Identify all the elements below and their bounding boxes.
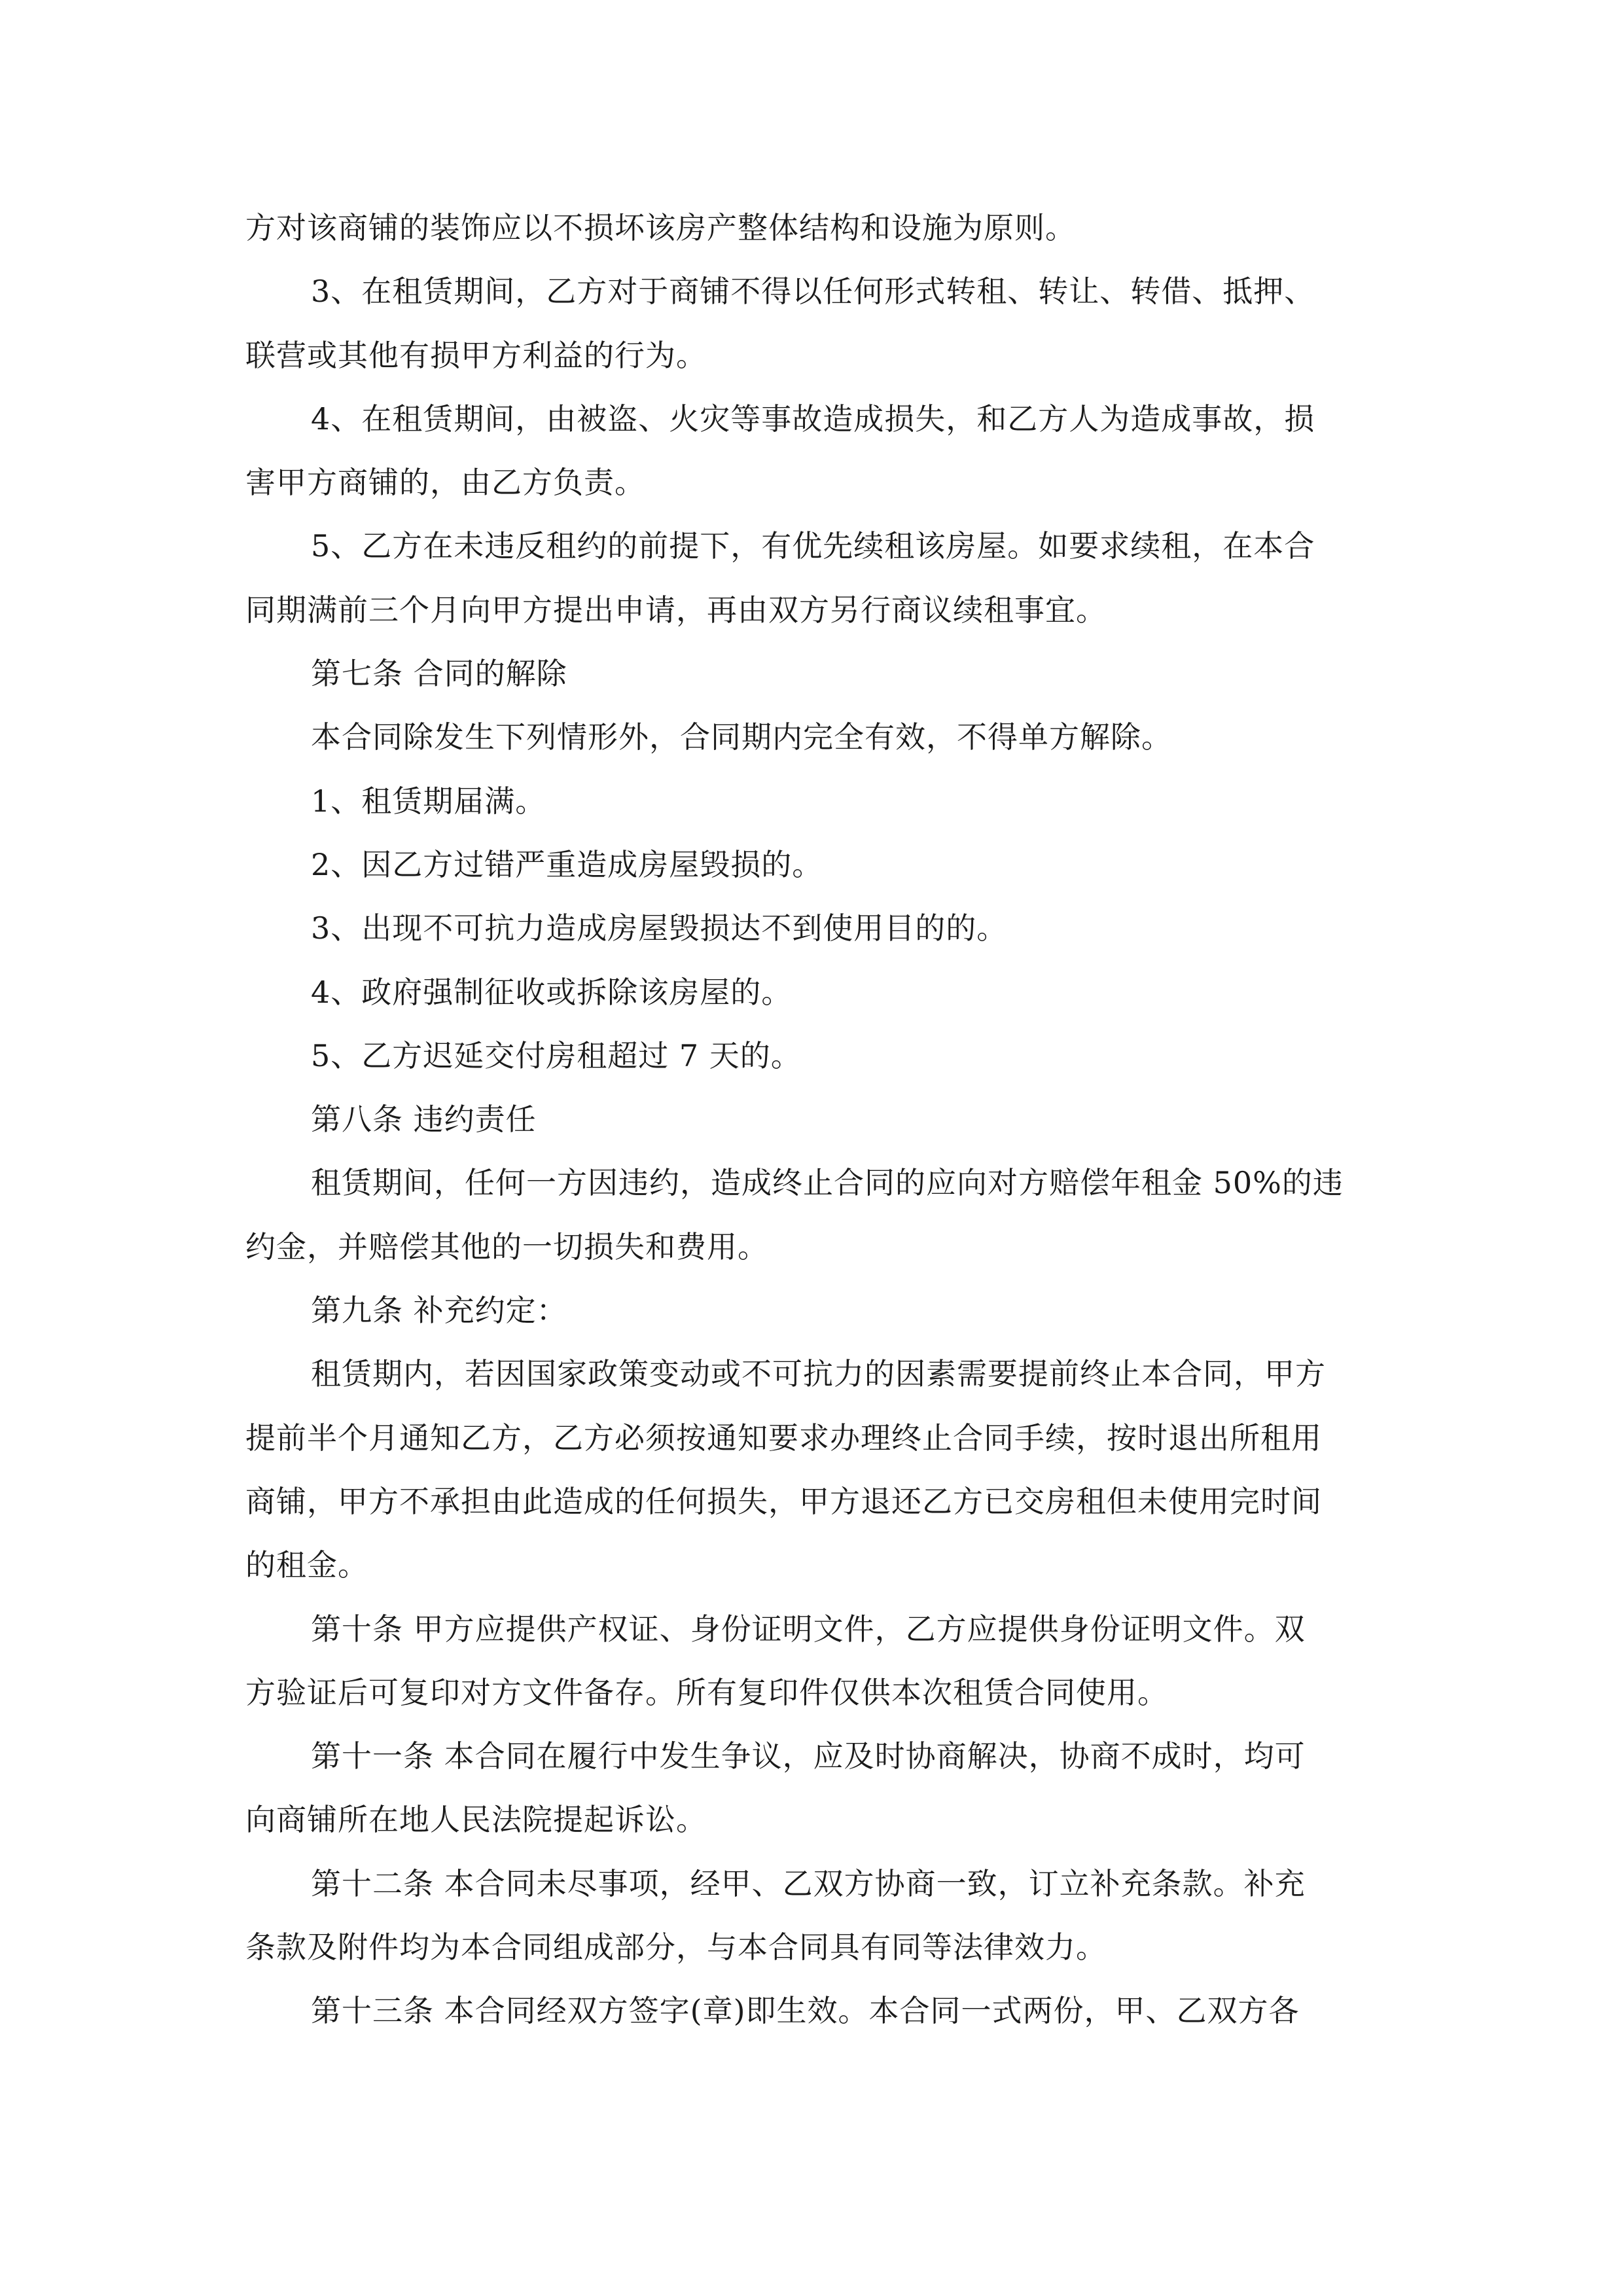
list-item: 4、政府强制征收或拆除该房屋的。 <box>311 974 793 1010</box>
paragraph-line: 4、在租赁期间，由被盗、火灾等事故造成损失，和乙方人为造成事故，损 <box>311 401 1315 437</box>
list-item: 5、乙方迟延交付房租超过 7 天的。 <box>311 1037 802 1073</box>
list-item: 3、出现不可抗力造成房屋毁损达不到使用目的的。 <box>311 910 1008 946</box>
paragraph-line: 本合同除发生下列情形外，合同期内完全有效，不得单方解除。 <box>311 719 1172 755</box>
paragraph-line: 向商铺所在地人民法院提起诉讼。 <box>245 1802 707 1838</box>
paragraph-line: 方对该商铺的装饰应以不损坏该房产整体结构和设施为原则。 <box>245 210 1076 245</box>
paragraph-line: 3、在租赁期间，乙方对于商铺不得以任何形式转租、转让、转借、抵押、 <box>311 274 1315 310</box>
paragraph-line: 提前半个月通知乙方，乙方必须按通知要求办理终止合同手续，按时退出所租用 <box>245 1420 1322 1456</box>
paragraph-line: 第十一条 本合同在履行中发生争议，应及时协商解决，协商不成时，均可 <box>311 1738 1306 1774</box>
section-heading: 第七条 合同的解除 <box>311 656 567 692</box>
section-heading: 第九条 补充约定： <box>311 1293 567 1329</box>
list-item: 2、因乙方过错严重造成房屋毁损的。 <box>311 846 823 882</box>
document-body <box>245 196 1384 2043</box>
paragraph-line: 第十三条 本合同经双方签字(章)即生效。本合同一式两份，甲、乙双方各 <box>311 1993 1300 2029</box>
paragraph-line: 条款及附件均为本合同组成部分，与本合同具有同等法律效力。 <box>245 1929 1107 1965</box>
list-item: 1、租赁期届满。 <box>311 783 546 819</box>
section-heading: 第八条 违约责任 <box>311 1102 537 1138</box>
paragraph-line: 第十二条 本合同未尽事项，经甲、乙双方协商一致，订立补充条款。补充 <box>311 1865 1306 1901</box>
paragraph-line: 5、乙方在未违反租约的前提下，有优先续租该房屋。如要求续租，在本合 <box>311 528 1315 564</box>
paragraph-line: 约金，并赔偿其他的一切损失和费用。 <box>245 1229 768 1265</box>
paragraph-line: 租赁期间，任何一方因违约，造成终止合同的应向对方赔偿年租金 50%的违 <box>311 1165 1344 1201</box>
paragraph-line: 同期满前三个月向甲方提出申请，再由双方另行商议续租事宜。 <box>245 592 1107 628</box>
paragraph-line: 商铺，甲方不承担由此造成的任何损失，甲方退还乙方已交房租但未使用完时间 <box>245 1483 1322 1519</box>
paragraph-line: 租赁期内，若因国家政策变动或不可抗力的因素需要提前终止本合同，甲方 <box>311 1356 1326 1392</box>
paragraph-line: 的租金。 <box>245 1547 368 1583</box>
paragraph-line: 方验证后可复印对方文件备存。所有复印件仅供本次租赁合同使用。 <box>245 1674 1168 1710</box>
paragraph-line: 害甲方商铺的，由乙方负责。 <box>245 465 645 501</box>
paragraph-line: 第十条 甲方应提供产权证、身份证明文件，乙方应提供身份证明文件。双 <box>311 1611 1306 1647</box>
paragraph-line: 联营或其他有损甲方利益的行为。 <box>245 337 707 373</box>
